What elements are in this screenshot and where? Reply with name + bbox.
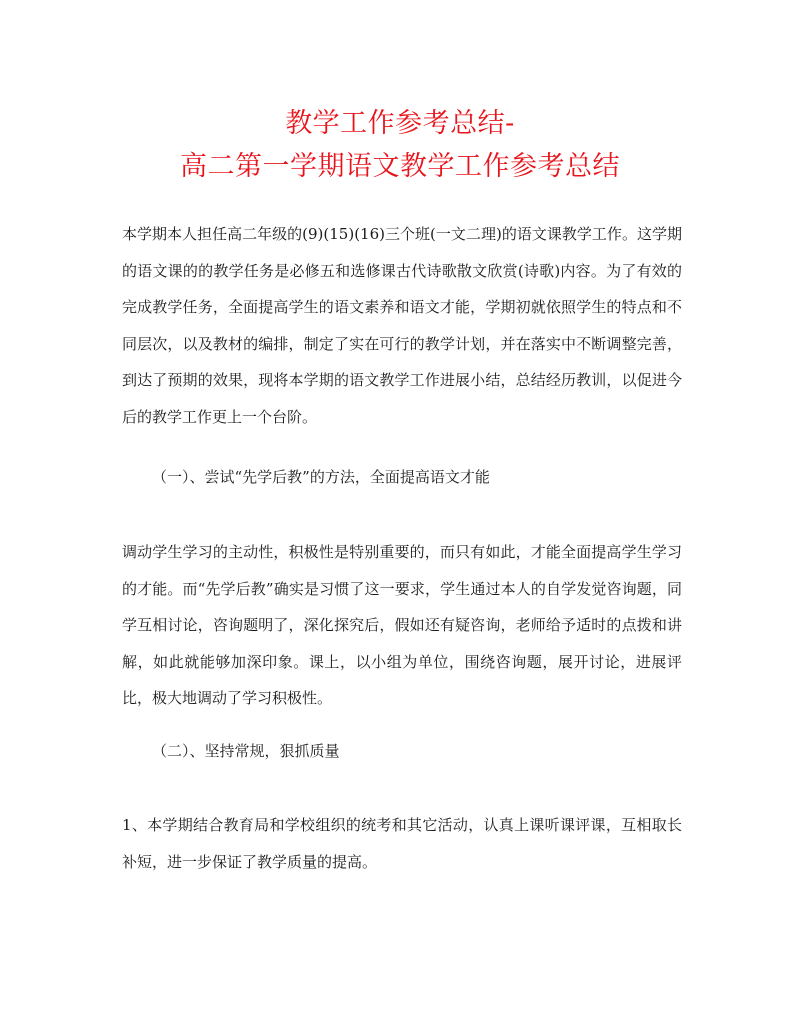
section-heading-1: （一）、尝试“先学后教”的方法，全面提高语文才能 [152, 468, 490, 486]
document-title-line1: 教学工作参考总结- [285, 108, 515, 139]
paragraph-intro: 本学期本人担任高二年级的(9)(15)(16)三个班(一文二理)的语文课教学工作。这学期的语文课的的教学任务是必修五和选修课古代诗歌散文欣赏(诗歌)内容。为了有效的完成教学任务，全面提高学生的语文素养和语文才能，学期初就依照学生的特点和不同层次，以及教材的编排，制定了实在可行的教学计划，并在落实中不断调整完善，到达了预期的效果，现将本学期的语文教学工作进展小结，总结经历教训，以促进今后的教学工作更上一个台阶。 [122, 225, 682, 426]
paragraph-section-2-item-1: 1、本学期结合教育局和学校组织的统考和其它活动，认真上课听课评课，互相取长补短，进一步保证了教学质量的提高。 [122, 816, 682, 871]
section-heading-2: （二）、坚持常规，狠抓质量 [152, 742, 340, 760]
document-title-line2: 高二第一学期语文教学工作参考总结 [180, 151, 620, 182]
paragraph-section-1: 调动学生学习的主动性，积极性是特别重要的，而只有如此，才能全面提高学生学习的才能。而“先学后教”确实是习惯了这一要求，学生通过本人的自学发觉咨询题，同学互相讨论，咨询题明了，深化探究后，假如还有疑咨询，老师给予适时的点拨和讲解，如此就能够加深印象。课上，以小组为单位，围绕咨询题，展开讨论，进展评比，极大地调动了学习积极性。 [122, 543, 682, 707]
